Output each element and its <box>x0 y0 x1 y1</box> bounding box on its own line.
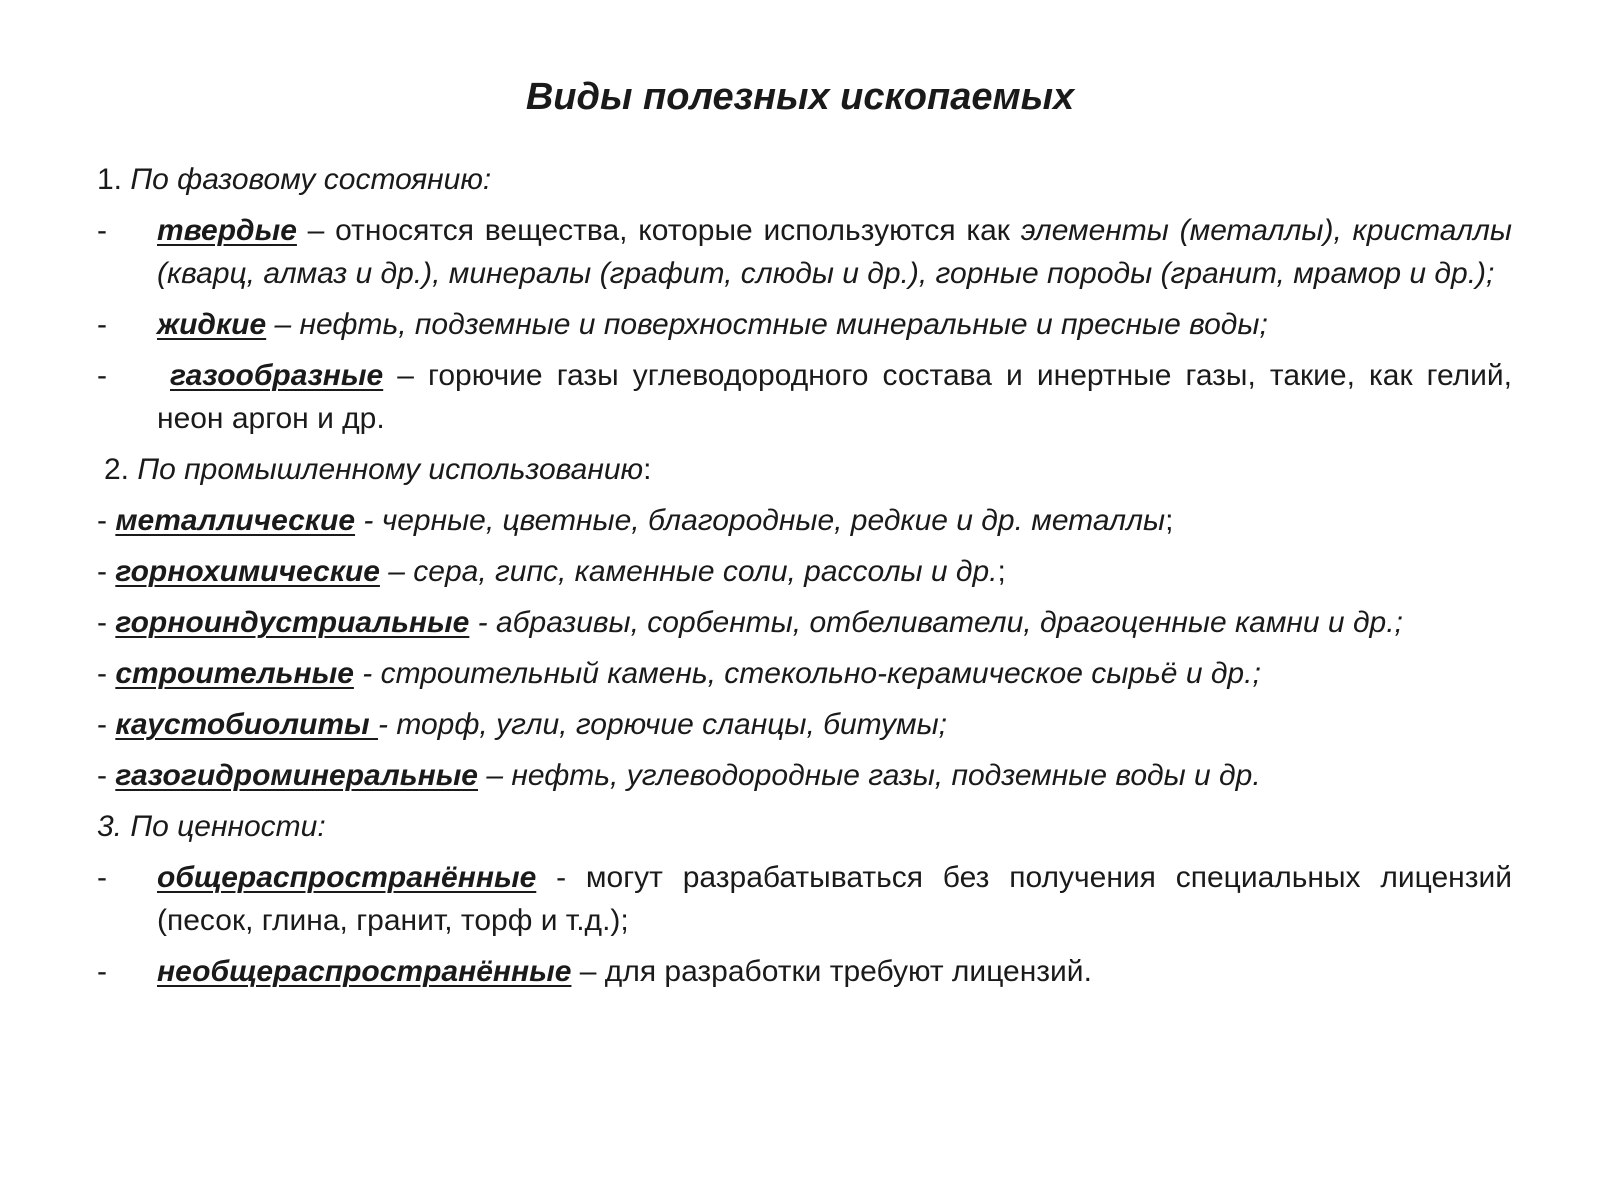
term-mining-chemical: горнохимические <box>115 555 380 588</box>
list-dash: - <box>97 759 116 792</box>
list-item-uncommon <box>97 950 1512 993</box>
list-item-solid <box>97 209 1512 295</box>
term-construction: строительные <box>115 657 354 690</box>
list-item-body <box>157 303 1512 346</box>
list-dash: - <box>97 955 107 988</box>
list-item-gaseous <box>97 354 1512 440</box>
list-item-metallic <box>97 499 1512 542</box>
section-2-label: По промышленному использованию <box>137 453 644 486</box>
desc-construction: - строительный камень, стекольно-керамическое сырьё и др.; <box>353 657 1261 690</box>
slide-content <box>97 158 1512 1001</box>
list-dash: - <box>97 606 116 639</box>
section-1-heading <box>97 158 1512 201</box>
term-liquid: жидкие <box>157 308 267 341</box>
section-2-number: 2. <box>104 453 130 486</box>
list-item-construction <box>97 652 1512 695</box>
desc-liquid: – нефть, подземные и поверхностные минеральные и пресные воды; <box>266 308 1268 341</box>
list-dash: - <box>97 555 116 588</box>
list-item-common <box>97 856 1512 942</box>
list-dash: - <box>97 657 116 690</box>
list-item-body <box>157 354 1512 440</box>
list-item-mining-industrial <box>97 601 1512 644</box>
slide-title: Виды полезных ископаемых <box>525 76 1075 118</box>
section-3-label: 3. По ценности: <box>97 810 326 843</box>
desc-mining-chemical: – сера, гипс, каменные соли, рассолы и др. <box>379 555 998 588</box>
list-dash: - <box>97 214 107 247</box>
list-item-caustobiolites <box>97 703 1512 746</box>
desc-caustobiolites: - торф, угли, горючие сланцы, битумы; <box>378 708 947 741</box>
section-2-heading <box>97 448 1512 491</box>
term-common: общераспространённые <box>157 861 537 894</box>
list-dash: - <box>97 708 116 741</box>
list-item-liquid <box>97 303 1512 346</box>
list-item-body <box>157 856 1512 942</box>
list-dash: - <box>97 359 107 392</box>
list-item-mining-chemical <box>97 550 1512 593</box>
desc-solid-italic: элементы (металлы), кристаллы (кварц, алмаз и др.), минералы (графит, слюды и др.), горные породы (гранит, мрамор и др.); <box>157 214 1512 290</box>
desc-gaseous: – горючие газы углеводородного состава и инертные газы, такие, как гелий, неон аргон и др. <box>157 359 1512 435</box>
term-metallic: металлические <box>115 504 356 537</box>
list-dash: - <box>97 504 116 537</box>
desc-metallic-end: ; <box>1165 504 1174 537</box>
term-gas-hydro-mineral: газогидроминеральные <box>115 759 478 792</box>
list-dash: - <box>97 308 107 341</box>
list-item-body <box>157 209 1512 295</box>
list-dash: - <box>97 861 107 894</box>
section-1-label: По фазовому состоянию: <box>130 163 492 196</box>
section-1-number: 1. <box>97 163 123 196</box>
section-3-heading <box>97 805 1512 848</box>
term-solid: твердые <box>157 214 297 247</box>
desc-uncommon: – для разработки требуют лицензий. <box>571 955 1092 988</box>
desc-solid-plain: – относятся вещества, которые используются как <box>296 214 1021 247</box>
list-item-body <box>157 950 1512 993</box>
term-gaseous: газообразные <box>170 359 384 392</box>
desc-mining-chemical-end: ; <box>997 555 1006 588</box>
term-mining-industrial: горноиндустриальные <box>115 606 470 639</box>
list-item-gas-hydro-mineral <box>97 754 1512 797</box>
desc-gas-hydro-mineral: – нефть, углеводородные газы, подземные воды и др. <box>478 759 1261 792</box>
term-caustobiolites: каустобиолиты <box>115 708 379 741</box>
desc-mining-industrial: - абразивы, сорбенты, отбеливатели, драгоценные камни и др.; <box>469 606 1403 639</box>
section-2-colon: : <box>643 453 652 486</box>
term-uncommon: необщераспространённые <box>157 955 572 988</box>
desc-common: - могут разрабатываться без получения специальных лицензий (песок, глина, гранит, торф и т.д.); <box>157 861 1512 937</box>
desc-metallic: - черные, цветные, благородные, редкие и др. металлы <box>355 504 1166 537</box>
